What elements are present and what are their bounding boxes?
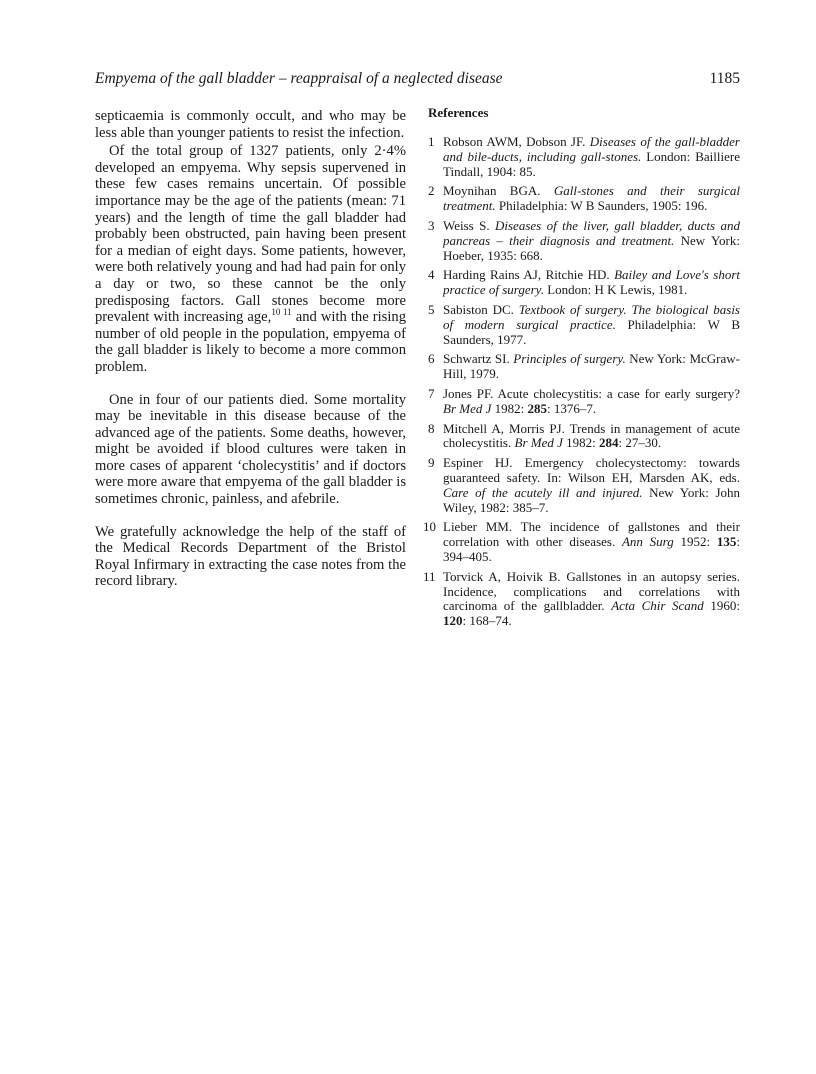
reference-pages: : 1376–7.	[547, 400, 597, 416]
reference-number: 1	[428, 134, 435, 149]
references-heading: References	[428, 105, 489, 120]
reference-title: Care of the acutely ill and injured.	[443, 484, 643, 500]
reference-item	[428, 387, 740, 417]
reference-title: Bailey and Love's short practice of surgery.	[443, 267, 741, 298]
reference-number: 3	[428, 217, 435, 233]
reference-year: 1960:	[703, 598, 740, 614]
reference-authors: Espiner HJ. Emergency cholecystectomy: towards guaranteed safety. In: Wilson EH, Marsden AK, eds.	[443, 455, 740, 485]
running-title: Empyema of the gall bladder – reappraisal of a neglected disease	[95, 70, 503, 87]
reference-publisher: Philadelphia: W B Saunders, 1977.	[443, 316, 740, 347]
citation-superscript: 10 11	[271, 307, 292, 318]
reference-pages: : 27–30.	[618, 435, 662, 451]
reference-publisher: New York: Hoeber, 1935: 668.	[443, 232, 740, 263]
reference-year: 1982:	[491, 400, 528, 416]
reference-item	[428, 135, 740, 179]
reference-item	[428, 422, 740, 452]
reference-title: Diseases of the gall-bladder and bile-ducts, including gall-stones.	[443, 134, 740, 164]
reference-publisher: New York: McGraw-Hill, 1979.	[443, 351, 740, 382]
reference-item	[428, 456, 740, 515]
reference-journal: Acta Chir Scand	[611, 598, 704, 614]
reference-number: 6	[428, 351, 435, 367]
reference-number: 8	[428, 420, 435, 436]
reference-title: Diseases of the liver, gall bladder, ducts and pancreas – their diagnosis and treatment.	[443, 217, 740, 248]
body-paragraph	[95, 143, 406, 375]
reference-volume: 135	[716, 534, 737, 550]
reference-number: 9	[428, 455, 435, 471]
reference-number: 5	[428, 301, 435, 317]
reference-authors: Robson AWM, Dobson JF.	[443, 134, 590, 149]
paragraph-text: Of the total group of 1327 patients, only 2·4% developed an empyema. Why sepsis supervened in these few cases remains uncertain. Of possible importance may be the age of the patients (mean: 71 years) and the length of time the gall bladder had probably been obstructed, pain having been present for a median of eight days. Some patients, however, were both relatively young and had had pain for only a day or two, so these cannot be the only predisposing factors. Gall stones become more prevalent with increasing age,	[95, 143, 406, 326]
reference-volume: 120	[443, 613, 463, 629]
reference-journal: Br Med J	[514, 435, 563, 451]
reference-item	[423, 519, 740, 564]
reference-item	[428, 184, 740, 214]
reference-item	[423, 568, 740, 629]
reference-text: Mitchell A, Morris PJ. Trends in management of acute cholecystitis.	[443, 420, 740, 451]
reference-number: 11	[423, 568, 436, 584]
references-column	[423, 105, 741, 634]
reference-text: Lieber MM. The incidence of gallstones and their correlation with other diseases.	[443, 519, 740, 550]
reference-authors: Schwartz SI.	[443, 351, 514, 367]
reference-journal: Ann Surg	[621, 534, 674, 550]
reference-text: Torvick A, Hoivik B. Gallstones in an autopsy series. Incidence, complications and correlations with carcinoma of the gallbladder.	[443, 568, 740, 614]
reference-authors: Sabiston DC.	[443, 301, 519, 317]
paragraph-text: and with the rising number of old people in the population, empyema of the gall bladder is likely to become a more common problem.	[95, 309, 407, 375]
reference-journal: Br Med J	[443, 400, 492, 416]
reference-publisher: New York: John Wiley, 1982: 385–7.	[443, 484, 740, 515]
reference-authors: Moynihan BGA.	[443, 183, 554, 199]
reference-item	[428, 268, 740, 298]
reference-volume: 284	[599, 435, 619, 451]
reference-pages: : 168–74.	[462, 613, 512, 629]
reference-number: 2	[428, 183, 435, 199]
reference-title: Textbook of surgery. The biological basis of modern surgical practice.	[443, 301, 740, 332]
running-header	[95, 70, 740, 94]
reference-year: 1982:	[562, 435, 599, 451]
reference-pages: : 394–405.	[443, 534, 740, 564]
reference-authors: Harding Rains AJ, Ritchie HD.	[443, 267, 615, 283]
reference-number: 4	[428, 267, 435, 283]
reference-item	[428, 219, 740, 263]
body-paragraph: septicaemia is commonly occult, and who may be less able than younger patients to resist the infection.	[95, 108, 406, 141]
reference-publisher: Philadelphia: W B Saunders, 1905: 196.	[495, 198, 708, 214]
reference-number: 7	[428, 385, 435, 401]
reference-text: Jones PF. Acute cholecystitis: a case for early surgery?	[443, 385, 740, 401]
acknowledgements: We gratefully acknowledge the help of the staff of the Medical Records Department of the Bristol Royal Infirmary in extracting the case notes from the record library.	[95, 523, 406, 590]
reference-authors: Weiss S.	[443, 217, 495, 233]
reference-list	[423, 134, 741, 629]
reference-number: 10	[423, 519, 436, 535]
reference-publisher: London: H K Lewis, 1981.	[543, 282, 688, 298]
body-paragraph: One in four of our patients died. Some mortality may be inevitable in this disease because of the advanced age of the patients. Some deaths, however, might be avoided if blood cultures were taken in more cases of apparent ‘cholecystitis’ and if doctors were more aware that empyema of the gall bladder is sometimes chronic, painless, and afebrile.	[95, 391, 406, 508]
reference-year: 1952:	[673, 534, 717, 550]
reference-volume: 285	[527, 400, 547, 416]
reference-item	[428, 352, 740, 382]
reference-title: Principles of surgery.	[513, 351, 626, 367]
reference-item	[428, 303, 740, 347]
page-number: 1185	[709, 70, 740, 87]
body-text-column	[95, 108, 406, 606]
reference-publisher: London: Bailliere Tindall, 1904: 85.	[443, 148, 740, 179]
reference-title: Gall-stones and their surgical treatment.	[443, 183, 741, 214]
